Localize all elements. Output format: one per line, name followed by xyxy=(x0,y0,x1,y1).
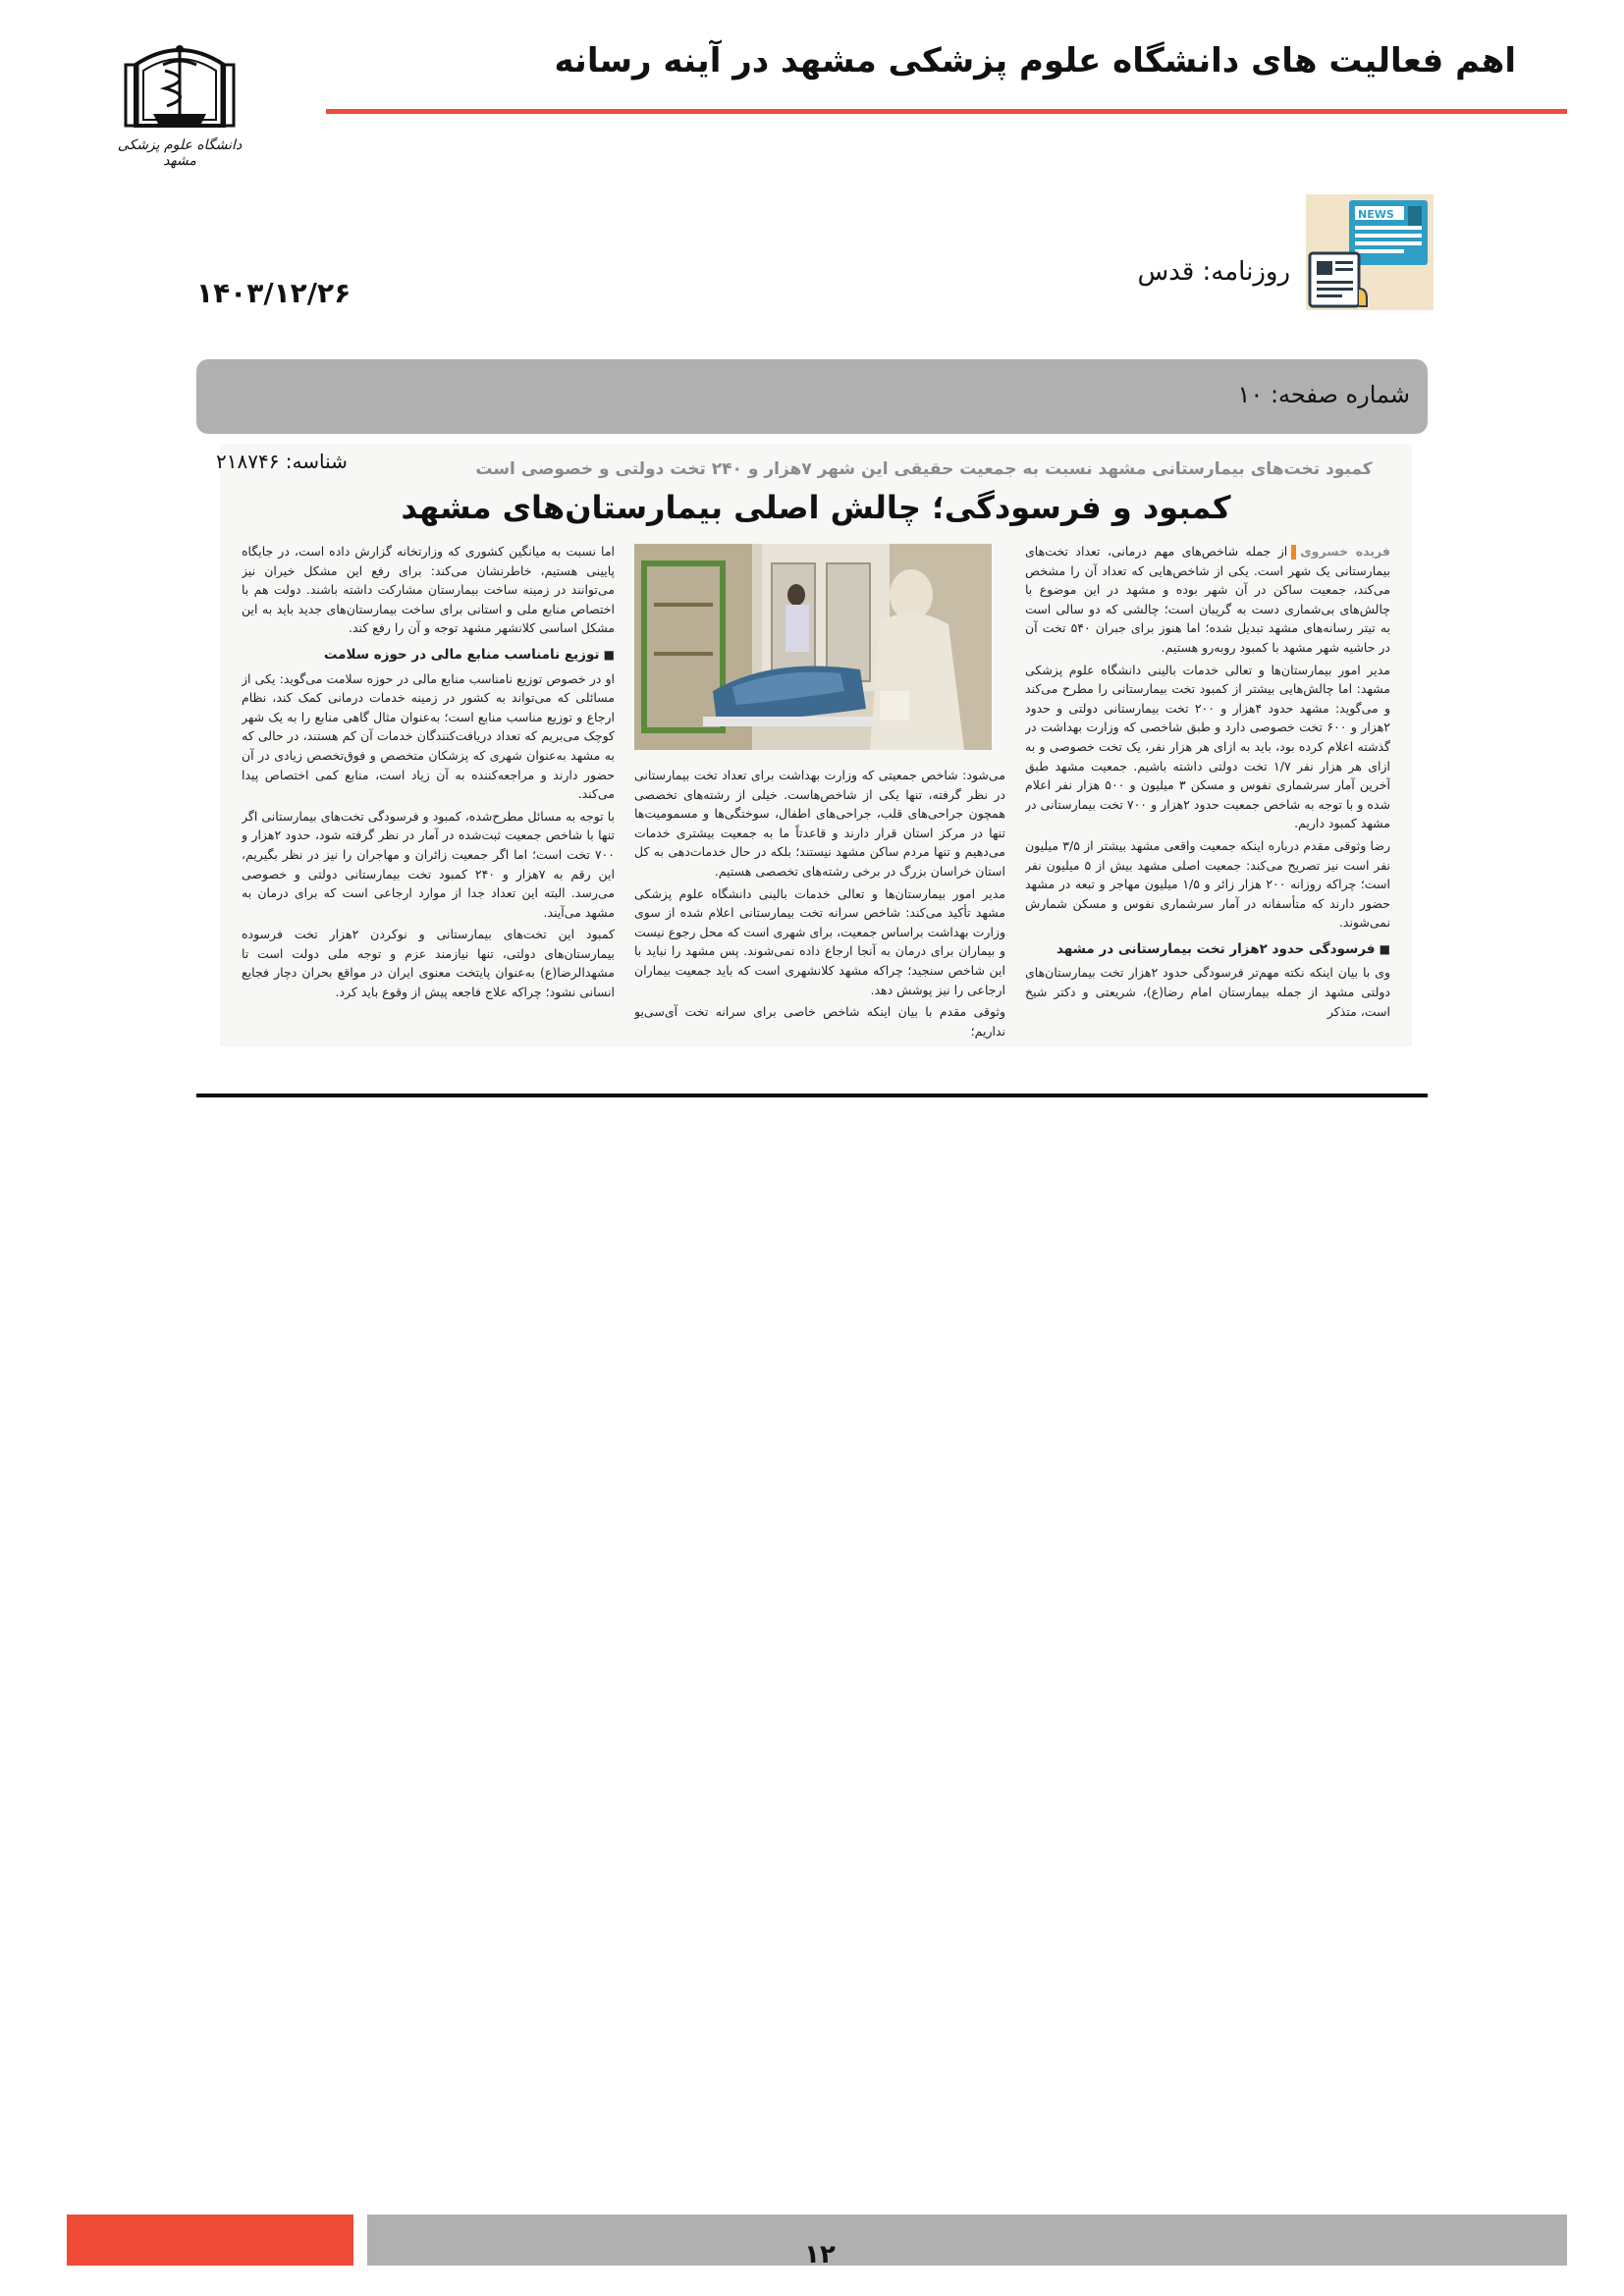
footer-accent-block xyxy=(67,2215,353,2266)
article-column-middle xyxy=(634,766,1005,1042)
article-paragraph: فریده خسرویاز جمله شاخص‌های مهم درمانی، تعداد تخت‌های بیمارستانی یک شهر است. یکی از شاخص‌هایی که تعداد آن را مشخص می‌کند، جمعیت ساکن در آن شهر بوده و مشهد در این موضوع با چالش‌های بی‌شماری دست به گریبان است؛ چالشی که دو سالی است به تیتر رسانه‌های مشهد تبدیل شده؛ اما هنوز برای جبران ۵۴۰ تخت آن در حاشیه شهر مشهد با کمبود روبه‌رو هستیم. xyxy=(1025,544,1390,655)
header-title: اهم فعالیت های دانشگاه علوم پزشکی مشهد در آینه رسانه xyxy=(554,41,1516,80)
svg-text:NEWS: NEWS xyxy=(1358,208,1394,221)
article-paragraph: با توجه به مسائل مطرح‌شده، کمبود و فرسودگی تخت‌های بیمارستانی اگر تنها با شاخص جمعیت ثبت‌شده در آمار در نظر گرفته شود، حدود ۲هزار و ۷۰۰ تخت است؛ اما اگر جمعیت زائران و مهاجران را نیز در نظر بگیریم، این رقم به ۷هزار و ۲۴۰ کمبود تخت بیمارستانی دولتی و خصوصی می‌رسد. البته این تعداد جدا از موارد ارجاعی است که برای درمان به مشهد می‌آیند. xyxy=(242,808,615,920)
bottom-rule xyxy=(196,1094,1428,1097)
article-headline: کمبود و فرسودگی؛ چالش اصلی بیمارستان‌های مشهد xyxy=(401,489,1231,526)
article-subhead: ■ توزیع نامناسب منابع مالی در حوزه سلامت xyxy=(242,646,615,666)
hospital-ward-photo xyxy=(634,544,992,750)
page-number-label: شماره صفحه: ۱۰ xyxy=(1237,381,1410,408)
article-paragraph: اما نسبت به میانگین کشوری که وزارتخانه گزارش داده است، در جایگاه پایینی هستیم، خاطرنشان می‌کند: برای رفع این مشکل خیران نیز می‌توانند در زمینه ساخت بیمارستان مشارکت داشته باشند. دولت هم با اختصاص منابع ملی و استانی برای ساخت بیمارستان‌های جدید باید به این مشکل اساسی کلانشهر مشهد توجه و آن را رفع کند. xyxy=(242,544,615,636)
article-paragraph: وی با بیان اینکه نکته مهم‌تر فرسودگی حدود ۲هزار تخت بیمارستان‌های دولتی مشهد از جمله بیمارستان امام رضا(ع)، شریعتی و دکتر شیخ است، متذکر xyxy=(1025,965,1390,1019)
article-paragraph: مدیر امور بیمارستان‌ها و تعالی خدمات بالینی دانشگاه علوم پزشکی مشهد: اما چالش‌هایی بیشتر از کمبود تخت بیمارستانی را مطرح می‌کند و می‌گوید: مشهد حدود ۴هزار و ۲۰۰ تخت بیمارستانی دولتی و حدود ۲هزار و ۶۰۰ تخت خصوصی دارد و طبق شاخصی که وزارت بهداشت در گذشته اعلام کرده بود، باید به ازای هر هزار نفر، یک تخت خصوصی و به ازای هر هزار نفر ۱/۷ تخت دولتی داشته باشیم. جمعیت مشهد طبق آخرین آمار سرشماری نفوس و مسکن ۳ میلیون و ۵۰۰ هزار نفر اعلام شده و با توجه به شاخص جمعیت حدود ۲هزار و ۷۰۰ تخت بیمارستانی در مشهد کمبود داریم. xyxy=(1025,662,1390,831)
page-number-bar xyxy=(196,359,1428,434)
header-accent-rule xyxy=(326,109,1567,114)
article-kicker: کمبود تخت‌های بیمارستانی مشهد نسبت به جمعیت حقیقی این شهر ۷هزار و ۲۴۰ تخت دولتی و خصوصی است xyxy=(475,459,1373,479)
footer-page-number: ۱۲ xyxy=(804,2240,836,2269)
newspaper-name: روزنامه: قدس xyxy=(1137,257,1290,287)
article-paragraph: او در خصوص توزیع نامناسب منابع مالی در حوزه سلامت می‌گوید: یکی از مسائلی که می‌تواند به کشور در زمینه خدمات درمانی کمک کند، نظام ارجاع و توزیع مناسب منابع است؛ به‌عنوان مثال گاهی منابع را به یک شهر کوچک می‌بریم که تعداد دریافت‌کنندگان خدمات آن کم هستند، در حالی که به مشهد به‌عنوان شهری که پزشکان متخصص و فوق‌تخصص زیادی در آن حضور دارند و مراجعه‌کننده به آن زیاد است، منابع کمی اختصاص پیدا می‌کند. xyxy=(242,670,615,802)
article-paragraph: وثوقی مقدم با بیان اینکه شاخص خاصی برای سرانه تخت آی‌سی‌یو نداریم؛ xyxy=(634,1004,1005,1039)
article-column-left xyxy=(242,542,615,1042)
clip-id: شناسه: ۲۱۸۷۴۶ xyxy=(216,450,348,473)
article-subhead: ■ فرسودگی حدود ۲هزار تخت بیمارستانی در مشهد xyxy=(1025,940,1390,960)
footer-bar xyxy=(367,2215,1567,2266)
byline-divider xyxy=(1291,545,1296,560)
article-paragraph: کمبود این تخت‌های بیمارستانی و نوکردن ۲هزار تخت فرسوده بیمارستان‌های دولتی، تنها نیازمند عزم و توجه ملی دولت است تا مشهدالرضا(ع) به‌عنوان پایتخت معنوی ایران در مواقع بحران دچار فجایع انسانی نشود؛ چراکه علاج فاجعه پیش از وقوع باید کرد. xyxy=(242,927,615,1000)
newspaper-clipping xyxy=(220,444,1412,1046)
article-paragraph: مدیر امور بیمارستان‌ها و تعالی خدمات بالینی دانشگاه علوم پزشکی مشهد تأکید می‌کند: شاخص سرانه تخت بیمارستانی اعلام شده از سوی وزارت بهداشت براساس جمعیت، برای شهری است که محل رجوع نیست و بیماران برای درمان به آنجا ارجاع داده نمی‌شوند. پس مشهد را نباید با این شاخص سنجید؛ چراکه مشهد کلانشهری است که باید جمعیت بیماران ارجاعی را نیز پوشش دهد. xyxy=(634,885,1005,997)
logo-caption: دانشگاه علوم پزشکی مشهد xyxy=(117,137,243,169)
article-column-right xyxy=(1025,542,1390,1042)
article-paragraph: رضا وثوقی مقدم درباره اینکه جمعیت واقعی مشهد بیشتر از ۳/۵ میلیون نفر است نیز تصریح می‌کند: جمعیت اصلی مشهد بیش از ۵ میلیون نفر است؛ چراکه روزانه ۲۰۰ هزار زائر و ۱/۵ میلیون مهاجر و تبعه در مشهد حضور دارند که متأسفانه در آمار سرشماری نفوس و مسکن شمارش نمی‌شوند. xyxy=(1025,837,1390,931)
article-byline: فریده خسروی xyxy=(1300,544,1390,559)
newspaper-icon xyxy=(1306,194,1434,310)
article-paragraph: می‌شود: شاخص جمعیتی که وزارت بهداشت برای تعداد تخت بیمارستانی در نظر گرفته، تنها یکی از شاخص‌هاست. خیلی از رشته‌های تخصصی همچون جراحی‌های قلب، جراحی‌های اطفال، سوختگی‌ها و مسمومیت‌ها تنها در مرکز استان قرار دارند و قاعدتاً ما به جمعیت بیشتری خدمات می‌دهیم و تنها مردم ساکن مشهد نیستند؛ بلکه در حال خدمات‌دهی به کل استان خراسان بزرگ در برخی رشته‌های تخصصی هستیم. xyxy=(634,768,1005,879)
issue-date: ۱۴۰۳/۱۲/۲۶ xyxy=(196,277,352,309)
